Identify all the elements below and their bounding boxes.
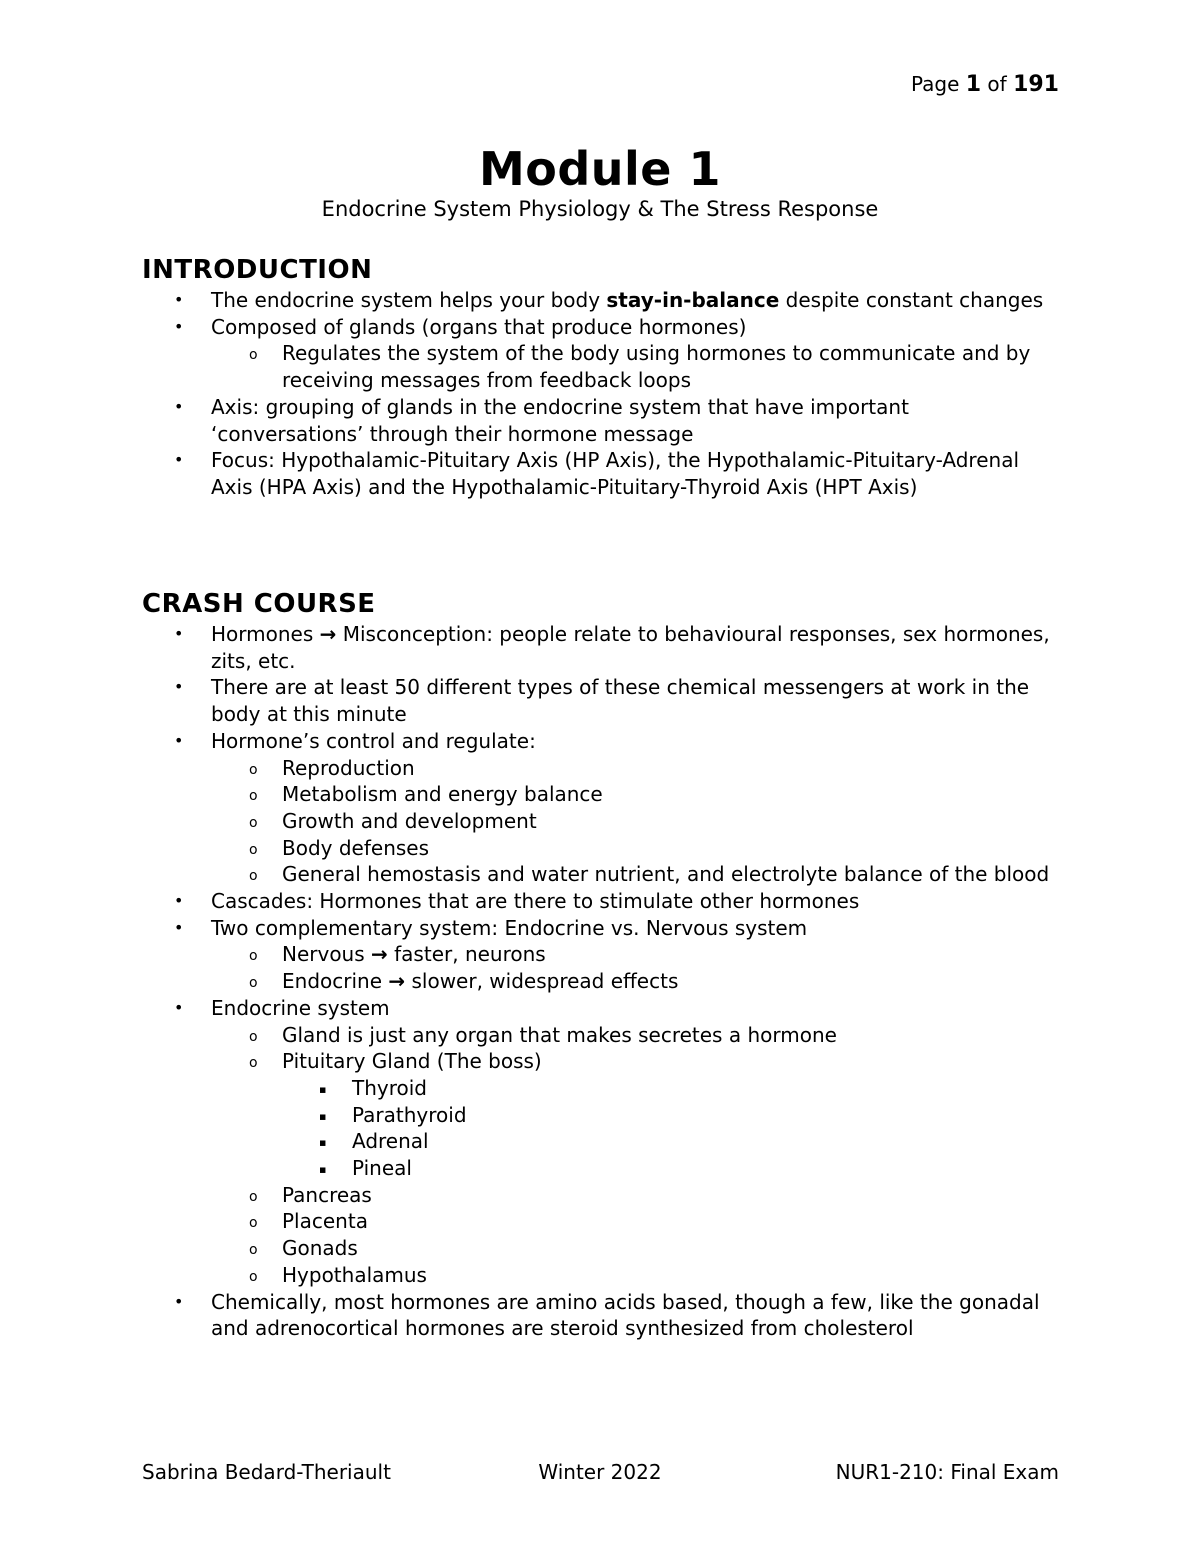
- footer-course: NUR1-210: Final Exam: [835, 1460, 1059, 1484]
- sub-list-item: o Pituitary Gland (The boss): [142, 1048, 1062, 1075]
- sub-list-item: o Pancreas: [142, 1182, 1062, 1209]
- list-item: • Chemically, most hormones are amino acids based, though a few, like the gonadal and adrenocortical hormones are steroid synthesized from cholesterol: [174, 1289, 1040, 1341]
- list-item: • Focus: Hypothalamic-Pituitary Axis (HP Axis), the Hypothalamic-Pituitary-Adrenal Axis (HPA Axis) and the Hypothalamic-Pituitary-Thyroid Axis (HPT Axis): [174, 448, 1020, 499]
- list-item: • There are at least 50 different types of these chemical messengers at work in the body at this minute: [174, 675, 1030, 727]
- list-item: • Composed of glands (organs that produce hormones): [174, 314, 747, 339]
- square-marker: ▪: [319, 1109, 327, 1123]
- circle-marker: o: [249, 1188, 258, 1205]
- sub-list-item: o Endocrine → slower, widespread effects: [142, 968, 1062, 995]
- sub-list-item: o General hemostasis and water nutrient, and electrolyte balance of the blood: [142, 861, 1062, 888]
- list-item: • Cascades: Hormones that are there to stimulate other hormones: [174, 889, 860, 914]
- arrow-icon: →: [319, 622, 337, 646]
- introduction-section: [142, 253, 1062, 501]
- bullet-marker: •: [174, 1291, 184, 1311]
- page-total: 191: [1013, 72, 1059, 97]
- list-item: • Hormone’s control and regulate:: [174, 728, 536, 753]
- sub-list-item: o Body defenses: [142, 835, 1062, 862]
- circle-marker: o: [249, 1242, 258, 1259]
- document-title: Module 1: [478, 142, 722, 196]
- bullet-marker: •: [174, 450, 184, 470]
- list-item: • The endocrine system helps your body stay-in-balance despite constant changes: [174, 288, 1044, 312]
- circle-marker: o: [249, 814, 258, 831]
- document-subtitle: Endocrine System Physiology & The Stress Response: [321, 197, 879, 221]
- sub-list-item: o Metabolism and energy balance: [142, 781, 1062, 808]
- sub-list-item: o Gland is just any organ that makes secretes a hormone: [142, 1022, 1062, 1049]
- square-marker: ▪: [319, 1136, 327, 1150]
- arrow-icon: →: [371, 942, 388, 967]
- sub-list-item: o Reproduction: [142, 755, 1062, 782]
- list-item: • Hormones → Misconception: people relate to behavioural responses, sex hormones, zits, etc.: [174, 622, 1050, 673]
- page-number: [911, 72, 1059, 97]
- circle-marker: o: [249, 1055, 258, 1072]
- list-item: • Axis: grouping of glands in the endocrine system that have important ‘conversations’ through their hormone message: [174, 394, 909, 446]
- square-marker: ▪: [319, 1082, 327, 1096]
- circle-marker: o: [249, 841, 258, 858]
- circle-marker: o: [249, 347, 258, 364]
- sub-sub-list-item: ▪ Pineal: [142, 1155, 1062, 1182]
- page-current: 1: [965, 72, 982, 97]
- footer-term: Winter 2022: [538, 1460, 662, 1484]
- circle-marker: o: [249, 1215, 258, 1232]
- circle-marker: o: [249, 1268, 258, 1285]
- list-item: • Endocrine system: [174, 995, 390, 1020]
- sub-sub-list-item: ▪ Thyroid: [142, 1075, 1062, 1102]
- page-of: of: [987, 72, 1007, 96]
- sub-list-item: o Regulates the system of the body using hormones to communicate and by receiving messages from feedback loops: [249, 341, 1031, 393]
- introduction-heading: INTRODUCTION: [142, 255, 373, 285]
- arrow-icon: →: [388, 969, 406, 994]
- square-marker: ▪: [319, 1163, 327, 1177]
- sub-list-item: o Hypothalamus: [142, 1262, 1062, 1289]
- bullet-marker: •: [174, 917, 184, 937]
- sub-sub-list-item: ▪ Parathyroid: [142, 1102, 1062, 1129]
- footer-author: Sabrina Bedard-Theriault: [142, 1460, 391, 1484]
- circle-marker: o: [249, 868, 258, 885]
- circle-marker: o: [249, 1028, 258, 1045]
- circle-marker: o: [249, 975, 258, 992]
- bullet-marker: •: [174, 891, 184, 911]
- circle-marker: o: [249, 761, 258, 778]
- sub-list-item: o Growth and development: [142, 808, 1062, 835]
- page-label: Page: [910, 72, 960, 96]
- emphasis-text: stay-in-balance: [606, 288, 780, 312]
- bullet-marker: •: [174, 290, 184, 309]
- crash-course-heading: CRASH COURSE: [142, 589, 376, 619]
- sub-list-item: o Gonads: [142, 1235, 1062, 1262]
- bullet-marker: •: [174, 677, 184, 697]
- sub-sub-list-item: ▪ Adrenal: [142, 1128, 1062, 1155]
- bullet-marker: •: [174, 997, 184, 1017]
- list-item: • Two complementary system: Endocrine vs. Nervous system: [174, 915, 808, 940]
- sub-list-item: o Placenta: [142, 1208, 1062, 1235]
- bullet-marker: •: [174, 396, 184, 416]
- circle-marker: o: [249, 948, 258, 965]
- bullet-marker: •: [174, 316, 184, 336]
- sub-list-item: o Nervous → faster, neurons: [142, 941, 1062, 968]
- bullet-marker: •: [174, 730, 184, 750]
- crash-course-list: [142, 621, 1062, 1342]
- bullet-marker: •: [174, 624, 184, 643]
- crash-course-section: [142, 587, 1062, 1342]
- introduction-list: [142, 287, 1062, 501]
- circle-marker: o: [249, 788, 258, 805]
